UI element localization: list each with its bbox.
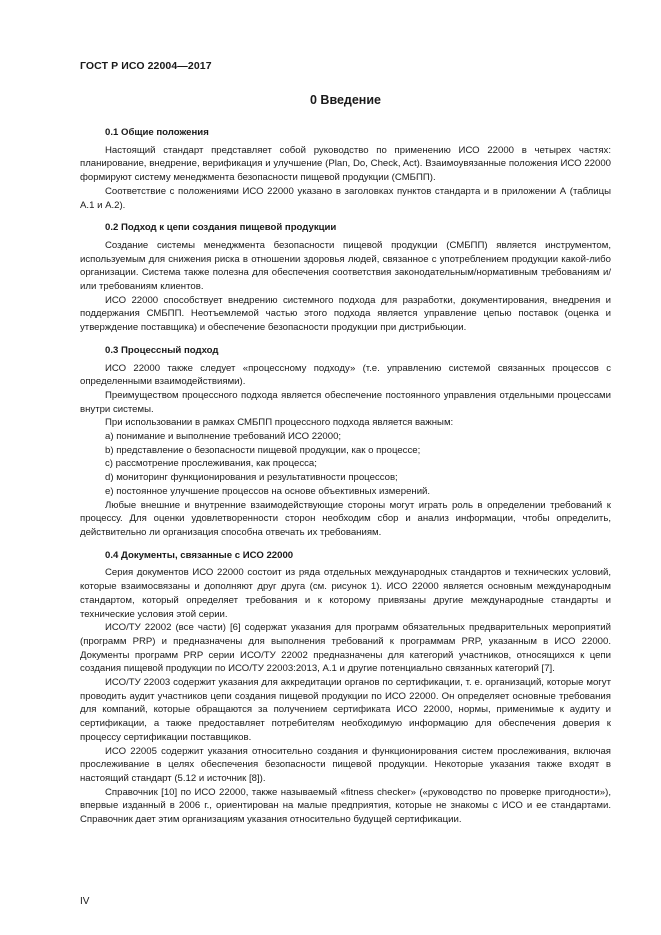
section-heading: 0.3 Процессный подход	[105, 344, 219, 356]
section-heading: 0.2 Подход к цепи создания пищевой продукции	[105, 222, 337, 234]
paragraph: ИСО/ТУ 22002 (все части) [6] содержат указания для программ обязательных предварительных мероприятий (программ PRP) и предназначены для выполнения требований к программам PRP, указанным в ИСО 22000. Документы программ PRP серии ИСО/ТУ 22002 предназначены для категорий участников, относящихся к цепи создания пищевой продукции по ИСО/ТУ 22003:2013, А.1 и другие потенциально связанных категорий [7].	[80, 622, 611, 675]
paragraph: Любые внешние и внутренние взаимодействующие стороны могут играть роль в определении требований к процессу. Для оценки удовлетворенности сторон необходим сбор и анализ информации, чтобы определить, действительно ли организация способна отвечать их требованиям.	[80, 499, 611, 538]
page-number: IV	[80, 896, 90, 907]
section-food-chain	[80, 221, 611, 335]
paragraph: Преимуществом процессного подхода является обеспечение постоянного управления отдельными процессами внутри системы.	[80, 389, 611, 415]
page-title: 0 Введение	[310, 93, 381, 107]
paragraph: Справочник [10] по ИСО 22000, также называемый «fitness checker» («руководство по проверке пригодности»), впервые изданный в 2006 г., ориентирован на малые предприятия, которые не знакомы с ИСО и ее стандартами. Справочник дает этим организациям указания относительно будущей сертификации.	[80, 786, 611, 826]
document-code: ГОСТ Р ИСО 22004—2017	[80, 60, 212, 72]
paragraph: При использовании в рамках СМБПП процессного подхода является важным:	[105, 417, 454, 429]
list-item: а) понимание и выполнение требований ИСО 22000;	[105, 431, 342, 443]
list-item: d) мониторинг функционирования и результативности процессов;	[105, 472, 398, 484]
paragraph: Настоящий стандарт представляет собой руководство по применению ИСО 22000 в четырех частях: планирование, внедрение, верификация и улучшение (Plan, Do, Check, Act). Взаимоувязанные положения ИСО 22000 формируют систему менеджмента безопасности пищевой продукции (СМБПП).	[80, 144, 611, 184]
section-general	[80, 126, 611, 212]
paragraph: ИСО 22000 также следует «процессному подходу» (т.е. управлению системой связанных процессов с определенными взаимодействиями).	[80, 362, 611, 388]
document-body	[80, 93, 611, 827]
section-process-approach	[80, 344, 611, 540]
paragraph: Серия документов ИСО 22000 состоит из ряда отдельных международных стандартов и технических условий, которые взаимосвязаны и дополняют друг друга (см. рисунок 1). ИСО 22000 является основным международным стандартом, который определяет требования и к которому привязаны другие международные стандарты и технические условия этой серии.	[80, 567, 611, 620]
list-item: c) рассмотрение прослеживания, как процесса;	[105, 458, 317, 470]
paragraph: ИСО 22000 способствует внедрению системного подхода для разработки, документирования, внедрения и поддержания СМБПП. Неотъемлемой частью этого подхода является управление цепью поставок (оценка и утверждение поставщика) и обеспечение безопасности продукции при дистрибьюции.	[80, 294, 611, 334]
paragraph: ИСО/ТУ 22003 содержит указания для аккредитации органов по сертификации, т. е. организаций, которые могут проводить аудит участников цепи создания пищевой продукции по ИСО 22000. Он определяет основные требования для компаний, которые обращаются за получением сертификата ИСО 22000, нормы, применимые к аудиту и сертификации, а также предоставляет потребителям необходимую информацию для обеспечения доверия к процессу сертификации поставщиков.	[80, 677, 611, 743]
section-related-documents	[80, 549, 611, 827]
section-heading: 0.1 Общие положения	[105, 127, 209, 138]
paragraph: ИСО 22005 содержит указания относительно создания и функционирования систем прослеживания, включая прослеживание в целях обеспечения безопасности пищевой продукции. Некоторые указания также входят в настоящий стандарт (5.12 и источник [8]).	[80, 745, 611, 784]
list-item: e) постоянное улучшение процессов на основе объективных измерений.	[105, 485, 431, 497]
paragraph: Создание системы менеджмента безопасности пищевой продукции (СМБПП) является инструментом, используемым для снижения риска в отношении здоровья людей, связанное с употреблением продукции какой-либо организации. Система также полезна для обеспечения соответствия законодательным/нормативным требованиям и/или требованиям клиентов.	[80, 239, 611, 293]
list-item: b) представление о безопасности пищевой продукции, как о процессе;	[105, 444, 421, 456]
section-heading: 0.4 Документы, связанные с ИСО 22000	[105, 549, 294, 561]
paragraph: Соответствие с положениями ИСО 22000 указано в заголовках пунктов стандарта и в приложении А (таблицы А.1 и А.2).	[80, 185, 611, 211]
